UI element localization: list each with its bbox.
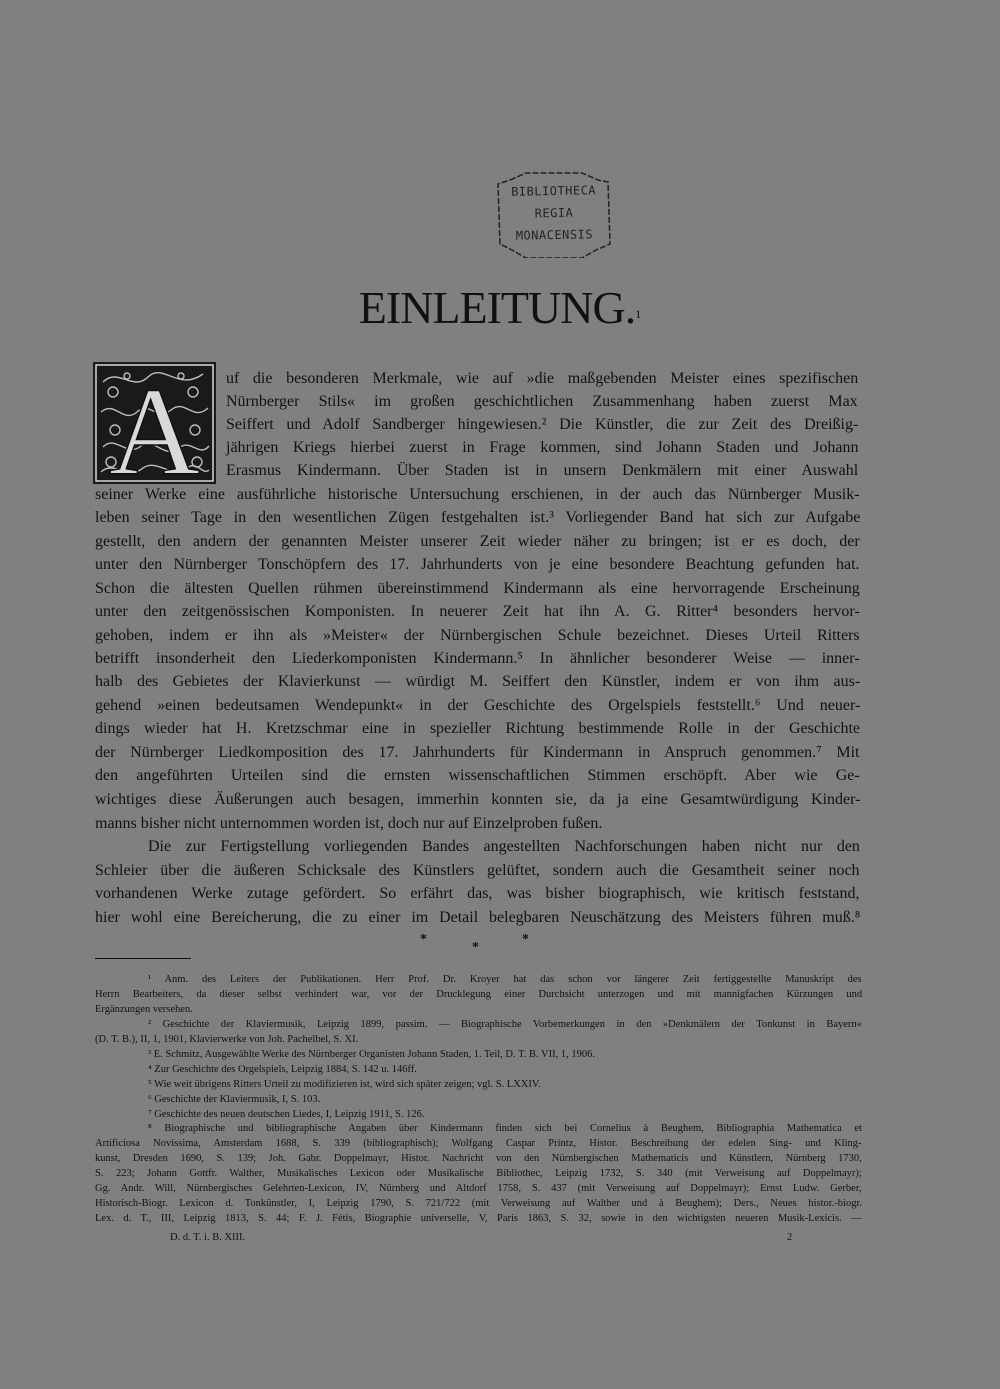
- stamp-line-2: REGIA: [534, 205, 574, 221]
- body-line: manns bisher nicht unternommen worden ist, doch nur auf Einzelproben fußen.: [95, 815, 603, 832]
- title-footnote-ref: 1: [635, 307, 642, 321]
- title-text: EINLEITUNG.: [358, 282, 636, 333]
- footnote-line: ⁸ Biographische und bibliographische Angaben über Kindermann finden sich bei Cornelius à Beughem, Bibliographia Mathematica et: [148, 1123, 862, 1134]
- footnote-line: ⁵ Wie weit übrigens Ritters Urteil zu modifizieren ist, wird sich später zeigen; vgl. S. LXXIV.: [148, 1079, 541, 1090]
- footnote-line: kunst, Dresden 1690, S. 139; Joh. Gabr. Doppelmayr, Histor. Nachricht von den Nürnbergischen Mathematicis und Künstlern, Nürnberg 1730,: [95, 1153, 862, 1164]
- separator-star-2: *: [472, 940, 479, 955]
- drop-cap-letter: A: [109, 363, 200, 484]
- signature-mark: D. d. T. i. B. XIII.: [170, 1232, 246, 1243]
- footnote-line: Historisch-Biogr. Lexicon d. Tonkünstler, I, Leipzig 1790, S. 721/722 (mit Verweisung auf Walther und à Beughem); Ders., Neues histor.-biogr.: [95, 1198, 862, 1209]
- body-line: der Nürnberger Liedkomposition des 17. Jahrhunderts für Kindermann in Anspruch genommen.⁷ Mit: [95, 744, 860, 761]
- footnote-line: ¹ Anm. des Leiters der Publikationen. Herr Prof. Dr. Kroyer hat das schon vor längerer Zeit fertiggestellte Manuskript des: [148, 974, 862, 985]
- footnote-line: Artificiosa Novissima, Amsterdam 1688, S. 339 (bibliographisch); Wolfgang Caspar Printz, Histor. Beschreibung der edelen Sing- und Kling-: [95, 1138, 862, 1149]
- body-line: leben seiner Tage in den wesentlichen Zügen festgehalten ist.³ Vorliegender Band hat sich zur Aufgabe: [95, 509, 861, 526]
- body-line: unter den Nürnberger Tonschöpfern des 17. Jahrhunderts von je eine besondere Beachtung gefunden hat.: [95, 556, 860, 573]
- body-line: gehoben, indem er ihn als »Meister« der Nürnbergischen Schule bezeichnet. Dieses Urteil Ritters: [95, 627, 860, 644]
- separator-star-3: *: [522, 932, 529, 947]
- body-line: halb des Gebietes der Klavierkunst — würdigt M. Seiffert den Künstler, indem er von ihm aus-: [95, 673, 861, 690]
- footnote-line: Ergänzungen versehen.: [95, 1004, 193, 1015]
- page-title: [0, 280, 1000, 336]
- footnote-line: ³ E. Schmitz, Ausgewählte Werke des Nürnberger Organisten Johann Staden, 1. Teil, D. T. B. VII, 1, 1906.: [148, 1049, 595, 1060]
- footnote-line: (D. T. B.), II, 1, 1901, Klavierwerke von Joh. Pachelbel, S. XI.: [95, 1034, 359, 1045]
- body-line: uf die besonderen Merkmale, wie auf »die maßgebenden Meister eines spezifischen: [226, 370, 859, 387]
- body-line: seiner Werke eine ausführliche historische Untersuchung erschienen, in der auch das Nürnberger Musik-: [95, 486, 860, 503]
- footnote-rule: [95, 958, 191, 959]
- footnote-line: ⁶ Geschichte der Klaviermusik, I, S. 103.: [148, 1094, 321, 1105]
- stamp-text: [495, 179, 612, 247]
- body-line: gehend »einen bedeutsamen Wendepunkt« in der Geschichte des Orgelspiels feststellt.⁶ Und neuer-: [95, 697, 861, 714]
- body-line: den angeführten Urteilen sind die ernsten wissenschaftlichen Stimmen erschöpft. Aber wie Ge-: [95, 767, 860, 784]
- separator-star-1: *: [420, 932, 427, 947]
- body-line: Schon die ältesten Quellen rühmen übereinstimmend Kindermann als eine hervorragende Erscheinung: [95, 580, 860, 597]
- ornamental-initial: [93, 362, 216, 484]
- stamp-line-3: MONACENSIS: [515, 227, 594, 243]
- footnote-line: Gg. Andr. Will, Nürnbergisches Gelehrten-Lexicon, IV, Nürnberg und Altdorf 1758, S. 437 (mit Verweisung auf Doppelmayr); Ernst Ludw. Gerber,: [95, 1183, 862, 1194]
- footnote-line: Herrn Bearbeiters, da dieser selbst verhindert war, vor der Drucklegung einer Durchsicht unterzogen und mit mannigfachen Kürzungen und: [95, 989, 863, 1000]
- footnote-line: S. 223; Johann Gottfr. Walther, Musikalisches Lexicon oder Musikalische Bibliothec, Leipzig 1732, S. 340 (mit Verweisung auf Doppelmayr);: [95, 1168, 862, 1179]
- body-line: gestellt, den andern der genannten Meister unserer Zeit wieder näher zu bringen; ist er es doch, der: [95, 533, 860, 550]
- body-line: Nürnberger Stils« im großen geschichtlichen Zusammenhang haben zuerst Max: [226, 393, 858, 410]
- footnote-line: ⁴ Zur Geschichte des Orgelspiels, Leipzig 1884, S. 142 u. 146ff.: [148, 1064, 417, 1075]
- body-line: unter den zeitgenössischen Komponisten. In neuerer Zeit hat ihn A. G. Ritter⁴ besonders hervor-: [95, 603, 860, 620]
- body-line: vorhandenen Werke zutage gefördert. So erfährt das, was bisher biographisch, wie kritisch feststand,: [95, 885, 860, 902]
- section-separator: [410, 930, 550, 955]
- body-line: Seiffert und Adolf Sandberger hingewiesen.² Die Künstler, die zur Zeit des Dreißig-: [226, 416, 859, 433]
- body-line: wichtiges diese Äußerungen auch besagen, immerhin konnten sie, da ja eine Gesamtwürdigung Kinder-: [95, 791, 861, 808]
- body-line: Die zur Fertigstellung vorliegenden Bandes angestellten Nachforschungen haben nicht nur den: [148, 838, 860, 855]
- stamp-line-1: BIBLIOTHECA: [511, 183, 597, 199]
- sheet-number: 2: [787, 1232, 793, 1243]
- body-line: dings wieder hat H. Kretzschmar eine in spezieller Richtung bestimmende Rolle in der Geschichte: [95, 720, 861, 737]
- body-line: jährigen Kriegs hierbei zuerst in Frage kommen, sind Johann Staden und Johann: [226, 439, 859, 456]
- body-line: betrifft insonderheit den Liederkomponisten Kindermann.⁵ In ähnlicher besonderer Weise — inner-: [95, 650, 860, 667]
- body-line: Schleier über die äußeren Schicksale des Künstlers gelüftet, sondern auch die Gesamtheit seiner noch: [95, 862, 860, 879]
- footnote-line: Lex. d. T., III, Leipzig 1813, S. 44; F. J. Fétis, Biographie universelle, V, Paris 1863, S. 32, sowie in den wichtigsten neueren Musik-Lexicis. —: [95, 1213, 862, 1224]
- body-line: hier wohl eine Bereicherung, die zu einer im Detail belegbaren Neuschätzung des Meisters führen muß.⁸: [95, 909, 861, 926]
- body-line: Erasmus Kindermann. Über Staden ist in unsern Denkmälern mit einer Auswahl: [226, 462, 859, 479]
- footnote-line: ² Geschichte der Klaviermusik, Leipzig 1899, passim. — Biographische Vorbemerkungen in den »Denkmälern der Tonkunst in Bayern«: [148, 1019, 862, 1030]
- library-stamp: [496, 170, 612, 258]
- footnote-line: ⁷ Geschichte des neuen deutschen Liedes, I, Leipzig 1911, S. 126.: [148, 1109, 425, 1120]
